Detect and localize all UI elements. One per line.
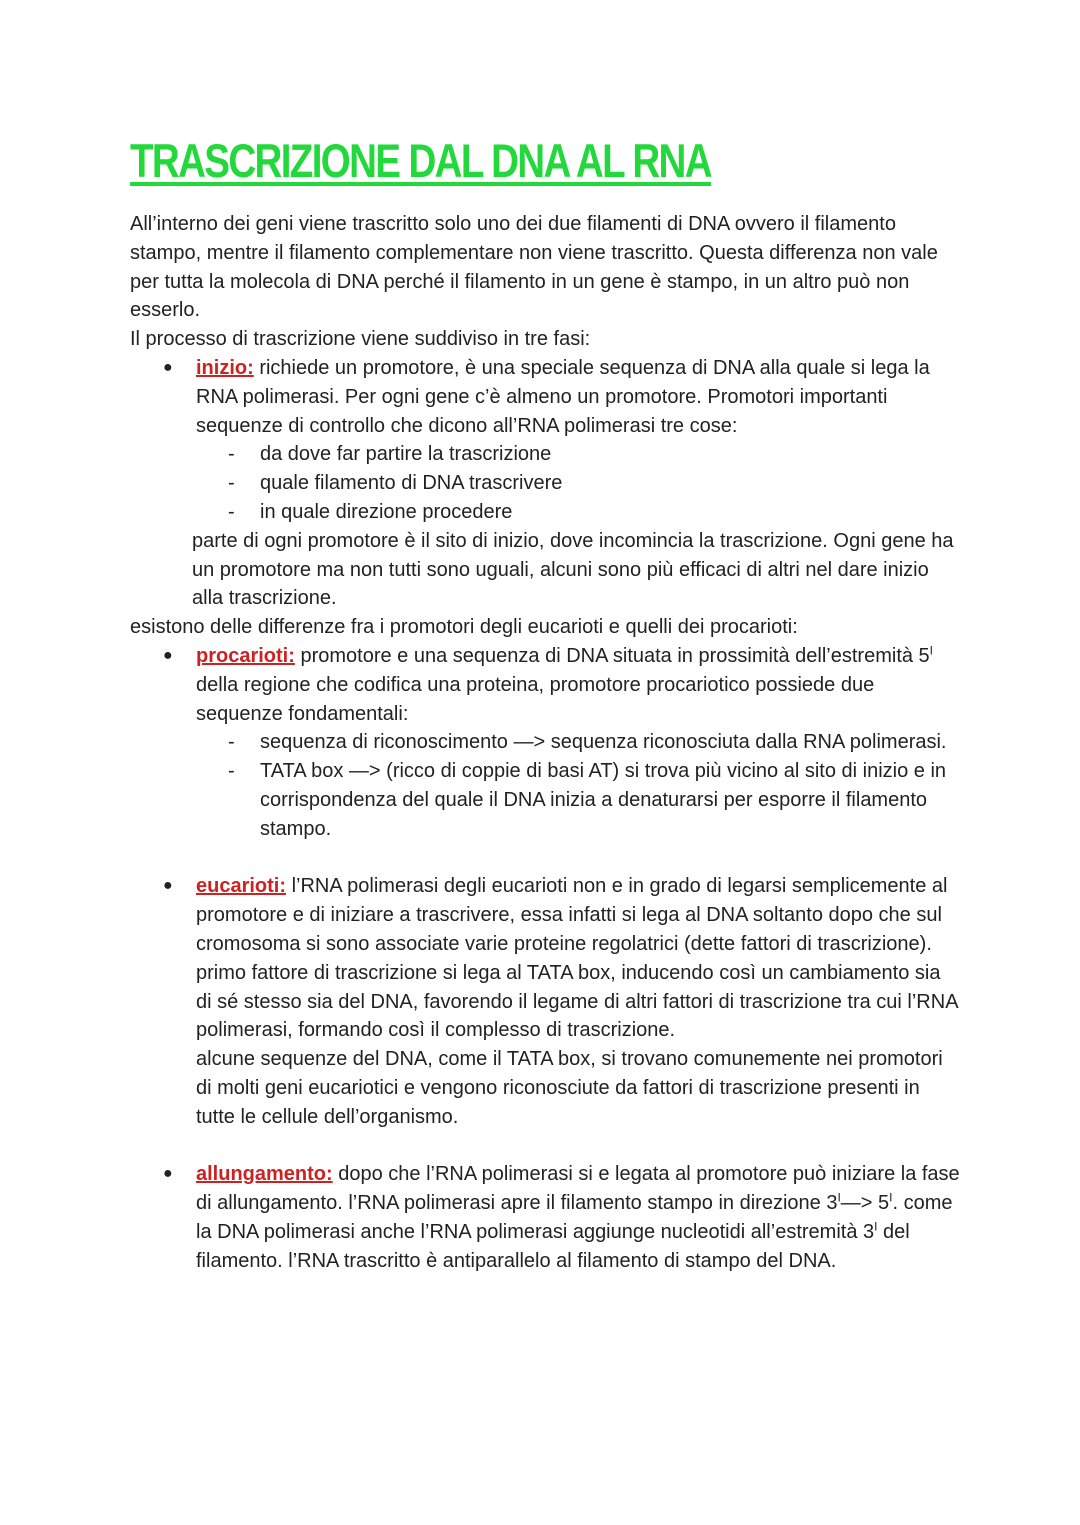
dash-icon: - xyxy=(228,443,235,466)
bullet-icon: ● xyxy=(163,877,173,895)
document-body xyxy=(130,210,960,1275)
superscript: I xyxy=(889,1190,893,1205)
allungamento-text-2: —> 5 xyxy=(840,1192,890,1215)
bullet-icon: ● xyxy=(163,1165,173,1183)
dash-item xyxy=(130,440,960,469)
phases-intro: Il processo di trascrizione viene suddiviso in tre fasi: xyxy=(130,328,591,351)
page-title: TRASCRIZIONE DAL DNA AL RNA xyxy=(130,134,711,187)
allungamento-text-4: del filamento. l’RNA trascritto è antiparallelo al filamento di stampo del DNA. xyxy=(196,1220,910,1272)
dash-item xyxy=(130,469,960,498)
superscript: I xyxy=(874,1219,878,1234)
bullet-procarioti xyxy=(130,642,960,728)
dash-icon: - xyxy=(228,731,235,754)
keyword-eucarioti: eucarioti: xyxy=(196,875,287,898)
procarioti-text-b: della regione che codifica una proteina, promotore procariotico possiede due sequenze fondamentali: xyxy=(196,673,875,725)
eucarioti-text: l’RNA polimerasi degli eucarioti non e in grado di legarsi semplicemente al promotore e di iniziare a trascrivere, essa infatti si lega al DNA soltanto dopo che sul cromosoma si sono associate varie proteine regolatrici (dette fattori di trascrizione). primo fattore di trascrizione si lega al TATA box, inducendo così un cambiamento sia di sé stesso sia del DNA, favorendo il legame di altri fattori di trascrizione tra cui l’RNA polimerasi, formando così il complesso di trascrizione. xyxy=(196,875,958,1042)
procarioti-text-a: promotore e una sequenza di DNA situata in prossimità dell’estremità 5 xyxy=(294,644,930,667)
inizio-item-2: quale filamento di DNA trascrivere xyxy=(260,472,563,495)
dash-item xyxy=(130,728,960,757)
dash-item xyxy=(130,498,960,527)
dash-icon: - xyxy=(228,760,235,783)
dash-item xyxy=(130,757,960,843)
procarioti-item-2: TATA box —> (ricco di coppie di basi AT) si trova più vicino al sito di inizio e in corrispondenza del quale il DNA inizia a denaturarsi per esporre il filamento stampo. xyxy=(260,760,947,840)
differences-paragraph: esistono delle differenze fra i promotori degli eucarioti e quelli dei procarioti: xyxy=(130,616,798,639)
keyword-allungamento: allungamento: xyxy=(196,1163,333,1186)
allungamento-text-1: dopo che l’RNA polimerasi si e legata al promotore può iniziare la fase di allungamento. l’RNA polimerasi apre il filamento stampo in direzione 3 xyxy=(196,1163,960,1215)
allungamento-text-3: . come la DNA polimerasi anche l’RNA polimerasi aggiunge nucleotidi all’estremità 3 xyxy=(196,1192,953,1243)
keyword-inizio: inizio: xyxy=(196,356,254,379)
bullet-inizio xyxy=(130,354,960,440)
inizio-text: richiede un promotore, è una speciale sequenza di DNA alla quale si lega la RNA polimerasi. Per ogni gene c’è almeno un promotore. Promotori importanti sequenze di controllo che dicono all’RNA polimerasi tre cose: xyxy=(196,356,930,437)
bullet-allungamento xyxy=(130,1160,960,1275)
dash-icon: - xyxy=(228,500,235,523)
dash-icon: - xyxy=(228,472,235,495)
keyword-procarioti: procarioti: xyxy=(196,644,295,667)
procarioti-item-1: sequenza di riconoscimento —> sequenza riconosciuta dalla RNA polimerasi. xyxy=(260,731,947,754)
superscript: I xyxy=(837,1190,841,1205)
inizio-item-3: in quale direzione procedere xyxy=(260,500,513,523)
bullet-eucarioti xyxy=(130,872,960,1045)
intro-paragraph: All’interno dei geni viene trascritto solo uno dei due filamenti di DNA ovvero il filamento stampo, mentre il filamento complementare non viene trascritto. Questa differenza non vale per tutta la molecola di DNA perché il filamento in un gene è stampo, in un altro può non esserlo. xyxy=(130,213,938,322)
inizio-item-1: da dove far partire la trascrizione xyxy=(260,443,552,466)
inizio-after: parte di ogni promotore è il sito di inizio, dove incomincia la trascrizione. Ogni gene ha un promotore ma non tutti sono uguali, alcuni sono più efficaci di altri nel dare inizio alla trascrizione. xyxy=(192,529,954,610)
eucarioti-after: alcune sequenze del DNA, come il TATA box, si trovano comunemente nei promotori di molti geni eucariotici e vengono riconosciute da fattori di trascrizione presenti in tutte le cellule dell’organismo. xyxy=(196,1048,943,1128)
bullet-icon: ● xyxy=(163,646,173,664)
superscript: I xyxy=(929,643,934,658)
bullet-icon: ● xyxy=(163,358,173,376)
